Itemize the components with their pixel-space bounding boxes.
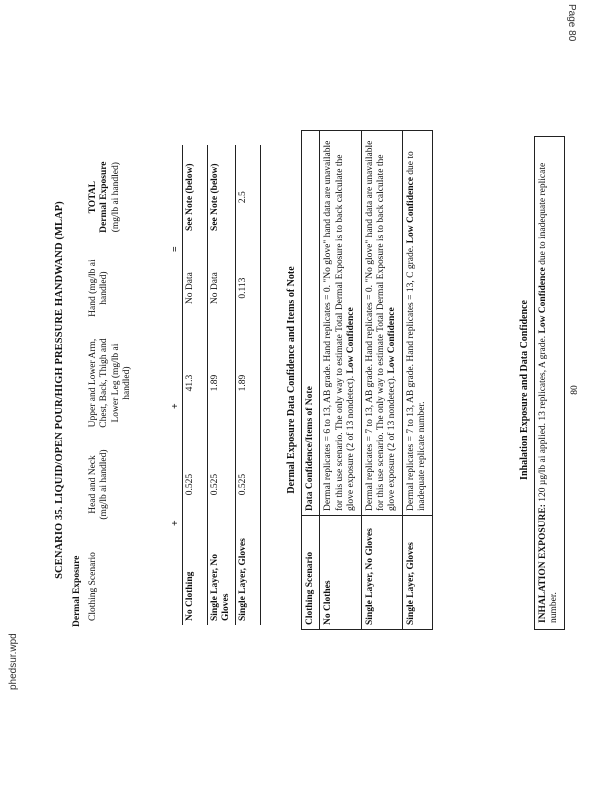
table-row <box>361 131 402 630</box>
row-scenario: No Clothing <box>183 530 208 625</box>
cell-upper-lower: 1.89 <box>235 327 260 439</box>
header-head-neck: Head and Neck (mg/lb ai handled) <box>86 439 183 530</box>
confidence-table <box>286 130 433 630</box>
cell-total: See Note (below) <box>183 145 208 249</box>
cell-upper-lower: 41.3 <box>183 327 208 439</box>
cell-head-neck: 0.525 <box>208 439 236 530</box>
row-scenario: Single Layer, No Gloves <box>208 530 236 625</box>
table-row <box>235 145 260 625</box>
page-label: Page 80 <box>566 4 577 42</box>
rotated-page-content <box>42 45 587 735</box>
confidence-text: Dermal replicates = 6 to 13, AB grade. Hand replicates = 0. "No glove" hand data are unavailable for this use scenario. The only way to estimate Total Dermal Exposure is to back calculate the glove exposure (2 of 13 nondetect). <box>323 140 357 511</box>
confidence-note <box>402 131 432 516</box>
confidence-note <box>361 131 402 516</box>
filename-label: phedsur.wpd <box>8 633 19 690</box>
inhalation-rating: Low Confidence <box>538 267 548 334</box>
equals-operator: = <box>170 246 181 252</box>
row-scenario: Single Layer, No Gloves <box>361 516 402 630</box>
confidence-text: Dermal replicates = 7 to 13, AB grade. Hand replicates = 0. "No glove" hand data are unavailable for this use scenario. The only way to estimate Total Dermal Exposure is to back calculate the glove exposure (2 of 13 nondetect). <box>364 140 398 511</box>
confidence-text-after: due to inadequate replicate number. <box>405 151 428 511</box>
table-row <box>183 145 208 625</box>
confidence-table-caption: Dermal Exposure Data Confidence and Items of Note <box>286 266 297 494</box>
inhalation-text: 120 µg/lb ai applied. 13 replicates, A grade. <box>538 335 548 502</box>
cell-hand: No Data <box>208 249 236 327</box>
header-upper-lower: Upper and Lower Arm, Chest, Back, Thigh and Lower Leg (mg/lb ai handled) <box>86 327 183 439</box>
confidence-text: Dermal replicates = 7 to 13, AB grade. Hand replicates = 13, C grade. <box>405 245 416 511</box>
confidence-rating: Low Confidence <box>387 307 398 374</box>
inhalation-label: INHALATION EXPOSURE: <box>538 504 548 623</box>
table-row <box>320 131 361 630</box>
inhalation-text-after: due to inadequate replicate number. <box>538 162 560 623</box>
table-row <box>402 131 432 630</box>
header-total-units: (mg/lb ai handled) <box>110 162 121 233</box>
inhalation-box <box>534 136 565 630</box>
plus-operator: + <box>170 520 181 526</box>
dermal-table-header-row <box>86 145 183 625</box>
dermal-section-label: Dermal Exposure <box>72 555 82 627</box>
cell-hand: No Data <box>183 249 208 327</box>
cell-hand: 0.113 <box>235 249 260 327</box>
confidence-header-row <box>302 131 320 630</box>
inhalation-caption: Inhalation Exposure and Data Confidence <box>519 300 530 480</box>
confidence-rating: Low Confidence <box>405 177 416 244</box>
dermal-exposure-table <box>86 145 261 625</box>
header-hand: Hand (mg/lb ai handled) <box>86 249 183 327</box>
cell-total: See Note (below) <box>208 145 236 249</box>
row-scenario: Single Layer, Gloves <box>402 516 432 630</box>
page-number: 80 <box>570 385 580 395</box>
header-total-title: TOTAL <box>88 180 98 214</box>
header-clothing-scenario: Clothing Scenario <box>302 516 320 630</box>
table-row <box>208 145 236 625</box>
header-data-confidence: Data Confidence/Items of Note <box>302 131 320 516</box>
header-total <box>86 145 183 249</box>
page-title: SCENARIO 35. LIQUID/OPEN POUR/HIGH PRESSURE HANDWAND (MLAP) <box>54 201 65 579</box>
confidence-rating: Low Confidence <box>346 307 357 374</box>
cell-head-neck: 0.525 <box>183 439 208 530</box>
header-total-subtitle: Dermal Exposure <box>99 161 110 233</box>
confidence-note <box>320 131 361 516</box>
cell-upper-lower: 1.89 <box>208 327 236 439</box>
plus-operator: + <box>170 403 181 409</box>
cell-head-neck: 0.525 <box>235 439 260 530</box>
header-clothing-scenario: Clothing Scenario <box>86 530 183 625</box>
row-scenario: Single Layer, Gloves <box>235 530 260 625</box>
cell-total: 2.5 <box>235 145 260 249</box>
row-scenario: No Clothes <box>320 516 361 630</box>
